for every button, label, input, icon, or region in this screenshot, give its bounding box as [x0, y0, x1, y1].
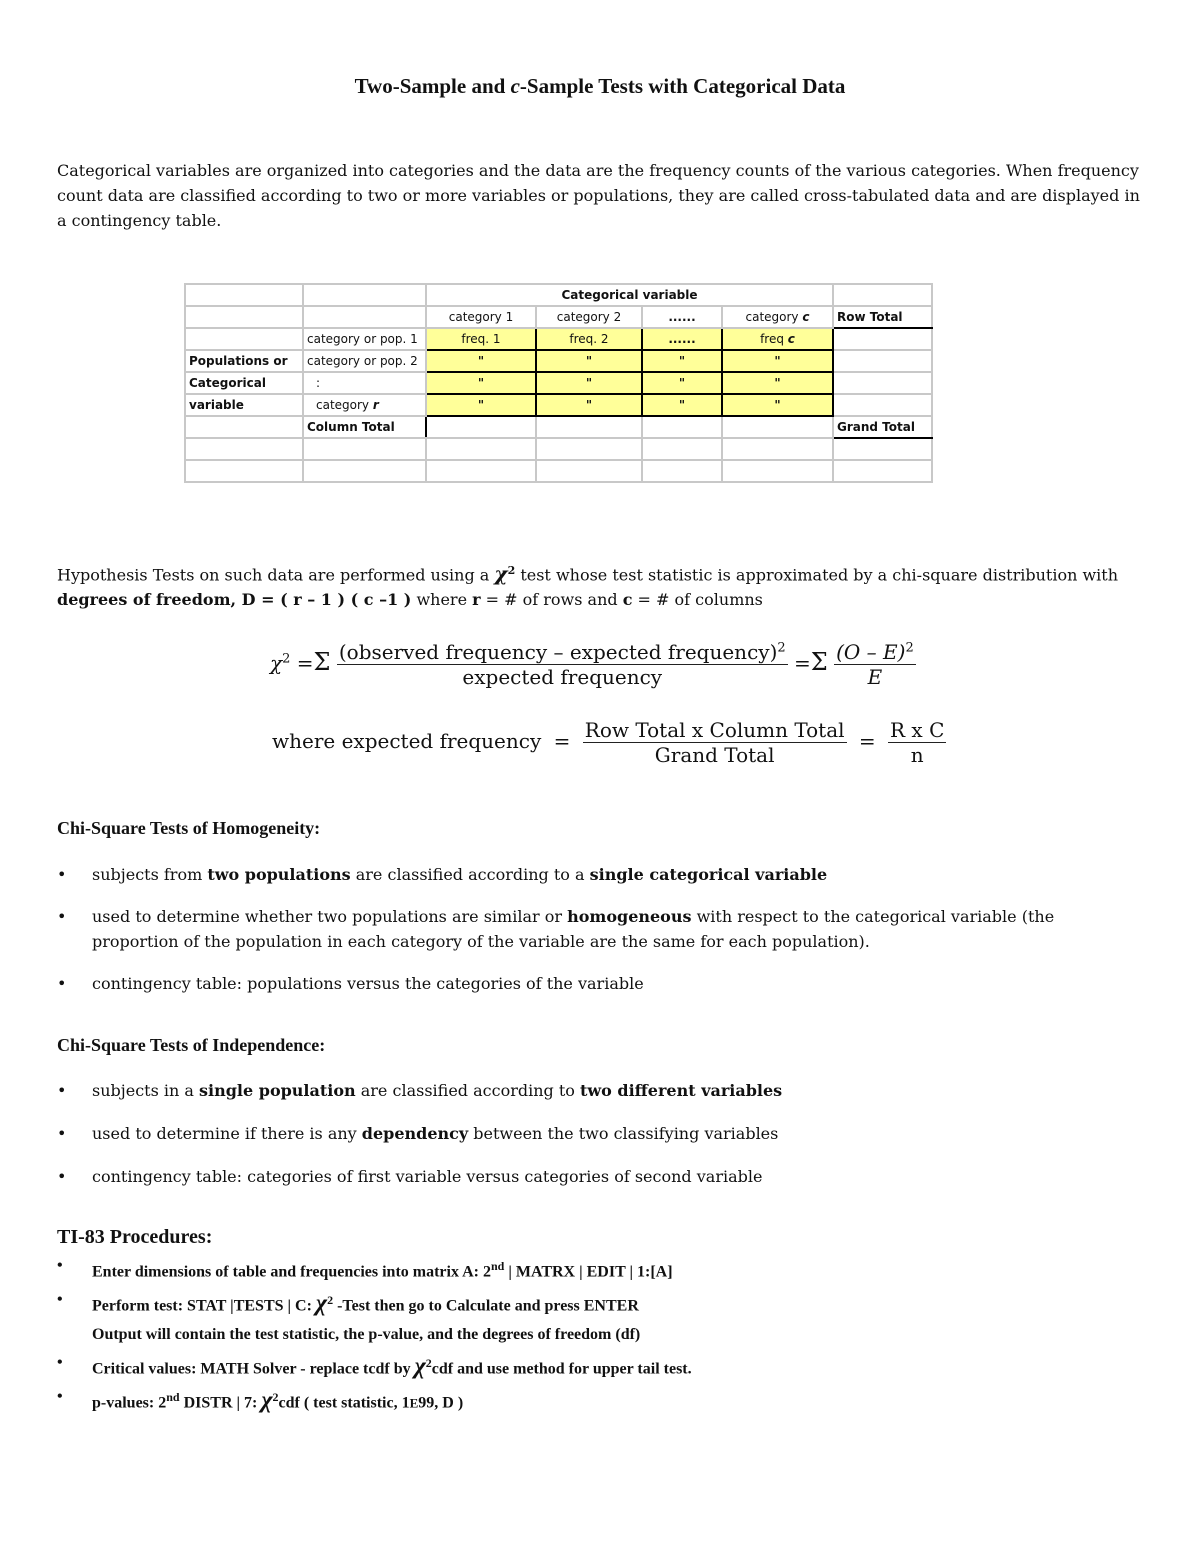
list-item: • contingency table: categories of first variable versus categories of second variable	[57, 1164, 1142, 1189]
column-total-label: Column Total	[303, 416, 426, 438]
list-item: • subjects in a single population are classified according to two different variables	[57, 1078, 1142, 1103]
grand-total-label: Grand Total	[833, 416, 932, 438]
expected-frequency-formula: where expected frequency = $\frac{\text{Row Total x Column Total}}{\text{Grand Total}}$ = $\frac{\text{R x C}}{n}$	[272, 718, 945, 767]
independence-heading: Chi-Square Tests of Independence:	[57, 1035, 326, 1055]
list-item: • contingency table: populations versus the categories of the variable	[57, 971, 1142, 996]
list-item: • Enter dimensions of table and frequencies into matrix A: 2nd | MATRX | EDIT | 1:[A]	[57, 1252, 1157, 1286]
intro-paragraph: Categorical variables are organized into categories and the data are the frequency counts of the various categories. When frequency count data are classified according to two or more variables or populations, they are called cross-tabulated data and are displayed in a contingency table.	[57, 161, 1140, 230]
homogeneity-heading: Chi-Square Tests of Homogeneity:	[57, 818, 321, 838]
list-item: • Critical values: MATH Solver - replace tcdf by $\chi^2cdf$ and use method for upper tail test.	[57, 1349, 1157, 1383]
independence-list	[57, 1078, 1142, 1189]
ti83-list	[57, 1252, 1157, 1417]
list-item: • subjects from two populations are classified according to a single categorical variable	[57, 862, 1142, 887]
list-item: • used to determine whether two populations are similar or homogeneous with respect to the categorical variable (the proportion of the population in each category of the variable are the same for each population).	[57, 904, 1142, 954]
list-item: • used to determine if there is any dependency between the two classifying variables	[57, 1121, 1142, 1146]
row-total-header: Row Total	[833, 306, 932, 328]
list-item: • p-values: 2nd DISTR | 7: $\chi^2cdf$ ( test statistic, 1E99, D )	[57, 1383, 1157, 1417]
hypothesis-paragraph: Hypothesis Tests on such data are performed using a $\chi^2$ test whose test statistic is approximated by a chi-square distribution with degrees of freedom, D = ( r – 1 ) ( c –1 ) where r = # of rows and c = # of columns	[57, 561, 1119, 610]
page-title: Two-Sample and c-Sample Tests with Categorical Data	[354, 74, 846, 98]
ti83-heading: TI-83 Procedures:	[57, 1226, 213, 1248]
contingency-table: Categorical variable category 1 category 2 ...... category c Row Total category or pop. 1 freq. 1 freq. 2 ...... freq c Populations or category or pop. 2 " " " " Categorical : " " " " variable category r " " " " Column Total Grand Total	[184, 283, 933, 483]
list-item: • Perform test: STAT |TESTS | C: $\chi^2$ -Test then go to Calculate and press ENTER Output will contain the test statistic, the p-value, and the degrees of freedom (df)	[57, 1286, 1157, 1348]
categorical-variable-header: Categorical variable	[426, 284, 833, 306]
homogeneity-list	[57, 862, 1142, 996]
chi-square-formula: $\chi^2 =\Sigma$ $\frac{(observed frequency - expected frequency)^2}{\text{expected frequency}}$ =Σ $\frac{(O - E)^2}{E}$	[270, 640, 914, 689]
